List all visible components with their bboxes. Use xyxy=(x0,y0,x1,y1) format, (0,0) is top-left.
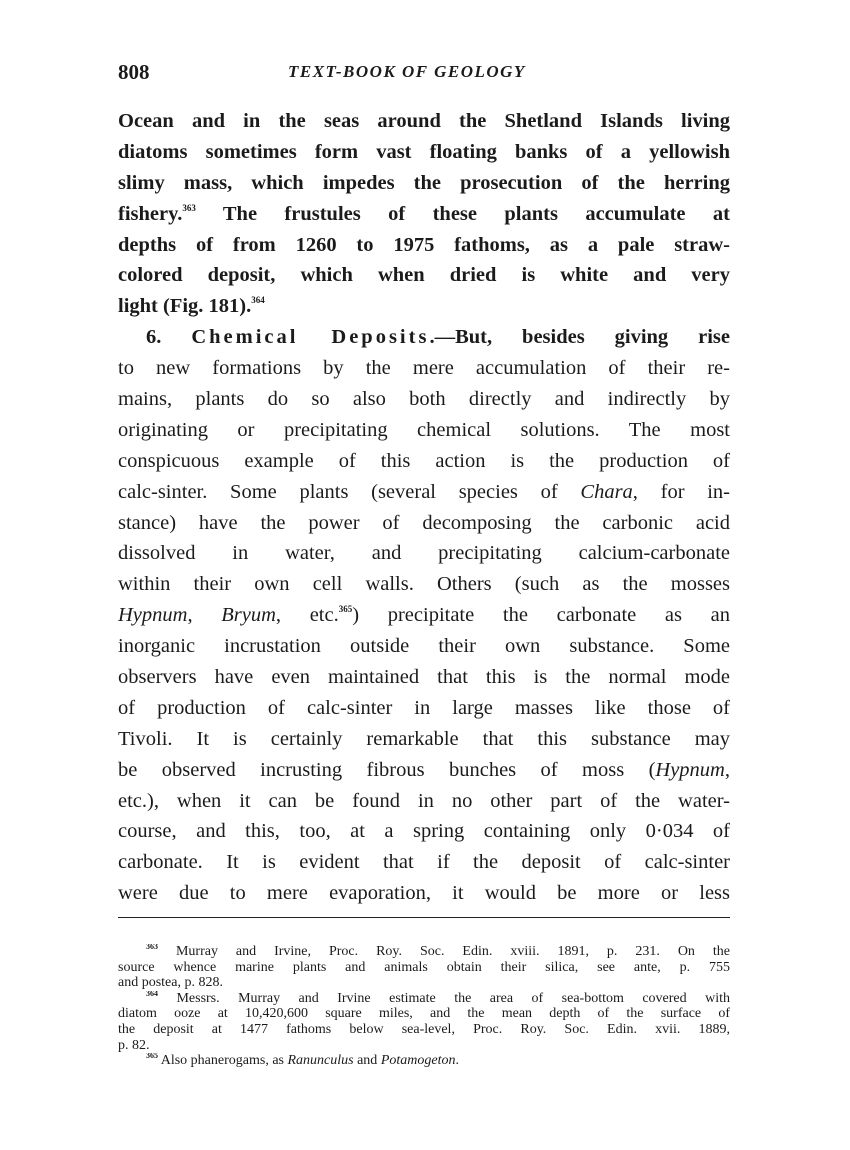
text-fragment: be observed incrusting fibrous bunches of moss ( xyxy=(118,758,656,781)
italic-term: Hypnum xyxy=(118,604,188,627)
text-fragment: , etc. xyxy=(275,604,339,627)
footnote-ref: 365 xyxy=(338,604,353,615)
footnote-number: 365 xyxy=(146,1053,158,1061)
footnote-line xyxy=(118,991,730,1007)
text-line: colored deposit, which when dried is white and very xyxy=(118,264,730,287)
text-fragment: calc-sinter. Some plants (several species of xyxy=(118,480,581,503)
text-fragment: ) precipitate the carbonate as an xyxy=(352,604,730,627)
italic-term: Potamogeton xyxy=(380,1053,456,1069)
text-line: Ocean and in the seas around the Shetland Islands living xyxy=(118,110,730,132)
footnote-divider xyxy=(118,917,730,918)
text-line: originating or precipitating chemical solutions. The most xyxy=(118,418,730,441)
footnote-line: p. 82. xyxy=(118,1037,150,1053)
text-fragment: The frustules of these plants accumulate at xyxy=(195,202,730,225)
text-fragment: , for in- xyxy=(632,480,730,503)
italic-term: Ranunculus xyxy=(287,1053,354,1069)
body-text xyxy=(118,106,730,909)
text-fragment: , xyxy=(187,604,222,627)
italic-term: Bryum xyxy=(221,604,276,627)
text-line: carbonate. It is evident that if the deposit of calc-sinter xyxy=(118,851,730,874)
text-line: mains, plants do so also both directly and indirectly by xyxy=(118,388,730,411)
text-line: within their own cell walls. Others (such as the mosses xyxy=(118,573,730,596)
text-line: of production of calc-sinter in large masses like those of xyxy=(118,696,730,719)
text-line: observers have even maintained that this is the normal mode xyxy=(118,666,730,689)
text-line: diatoms sometimes form vast floating banks of a yellowish xyxy=(118,140,730,163)
footnotes xyxy=(118,944,730,1069)
italic-term: Hypnum xyxy=(655,758,725,781)
text-fragment: light (Fig. 181). xyxy=(118,295,252,318)
text-line: etc.), when it can be found in no other part of the water- xyxy=(118,789,730,812)
page-number: 808 xyxy=(118,60,150,84)
footnote-ref: 364 xyxy=(251,295,265,306)
text-line xyxy=(118,477,730,508)
text-line: conspicuous example of this action is the production of xyxy=(118,449,730,472)
section-number: 6. xyxy=(146,326,192,349)
footnote-line xyxy=(118,1053,730,1069)
footnote-number: 364 xyxy=(146,990,158,998)
text-fragment: Also phanerogams, as xyxy=(158,1053,288,1069)
text-line xyxy=(118,199,730,230)
footnote-line: diatom ooze at 10,420,600 square miles, and the mean depth of the surface of xyxy=(118,1006,730,1022)
italic-term: Chara xyxy=(580,480,633,503)
text-line: Tivoli. It is certainly remarkable that this substance may xyxy=(118,727,730,750)
footnote-line: the deposit at 1477 fathoms below sea-level, Proc. Roy. Soc. Edin. xvii. 1889, xyxy=(118,1021,730,1037)
text-fragment: Messrs. Murray and Irvine estimate the area of sea-bottom covered with xyxy=(158,990,730,1006)
text-fragment: . xyxy=(455,1053,459,1069)
footnote-line xyxy=(118,944,730,960)
text-line: depths of from 1260 to 1975 fathoms, as a pale straw- xyxy=(118,233,730,256)
text-line xyxy=(118,322,730,353)
text-line: dissolved in water, and precipitating calcium-carbonate xyxy=(118,542,730,565)
text-fragment: , xyxy=(724,758,730,781)
text-fragment: .—But, besides giving rise xyxy=(429,326,730,349)
page-header xyxy=(118,60,730,88)
section-heading: Chemical Deposits xyxy=(191,326,430,349)
text-fragment: fishery. xyxy=(118,202,183,225)
footnote-number: 363 xyxy=(146,944,158,951)
text-fragment: Murray and Irvine, Proc. Roy. Soc. Edin. xviii. 1891, p. 231. On the xyxy=(158,944,730,959)
text-line: inorganic incrustation outside their own substance. Some xyxy=(118,635,730,658)
running-head: TEXT-BOOK OF GEOLOGY xyxy=(288,62,526,81)
text-line xyxy=(118,600,730,631)
text-line: course, and this, too, at a spring containing only 0·034 of xyxy=(118,820,730,843)
footnote-line: source whence marine plants and animals obtain their silica, see ante, p. 755 xyxy=(118,959,730,975)
text-line: to new formations by the mere accumulation of their re- xyxy=(118,357,730,380)
text-line xyxy=(118,291,730,322)
text-line: stance) have the power of decomposing the carbonic acid xyxy=(118,511,730,534)
footnote-ref: 363 xyxy=(182,202,196,213)
text-fragment: and xyxy=(353,1053,381,1069)
text-line: slimy mass, which impedes the prosecution of the herring xyxy=(118,171,730,194)
text-line xyxy=(118,755,730,786)
text-line: were due to mere evaporation, it would be more or less xyxy=(118,882,730,905)
footnote-line: and postea, p. 828. xyxy=(118,975,223,991)
